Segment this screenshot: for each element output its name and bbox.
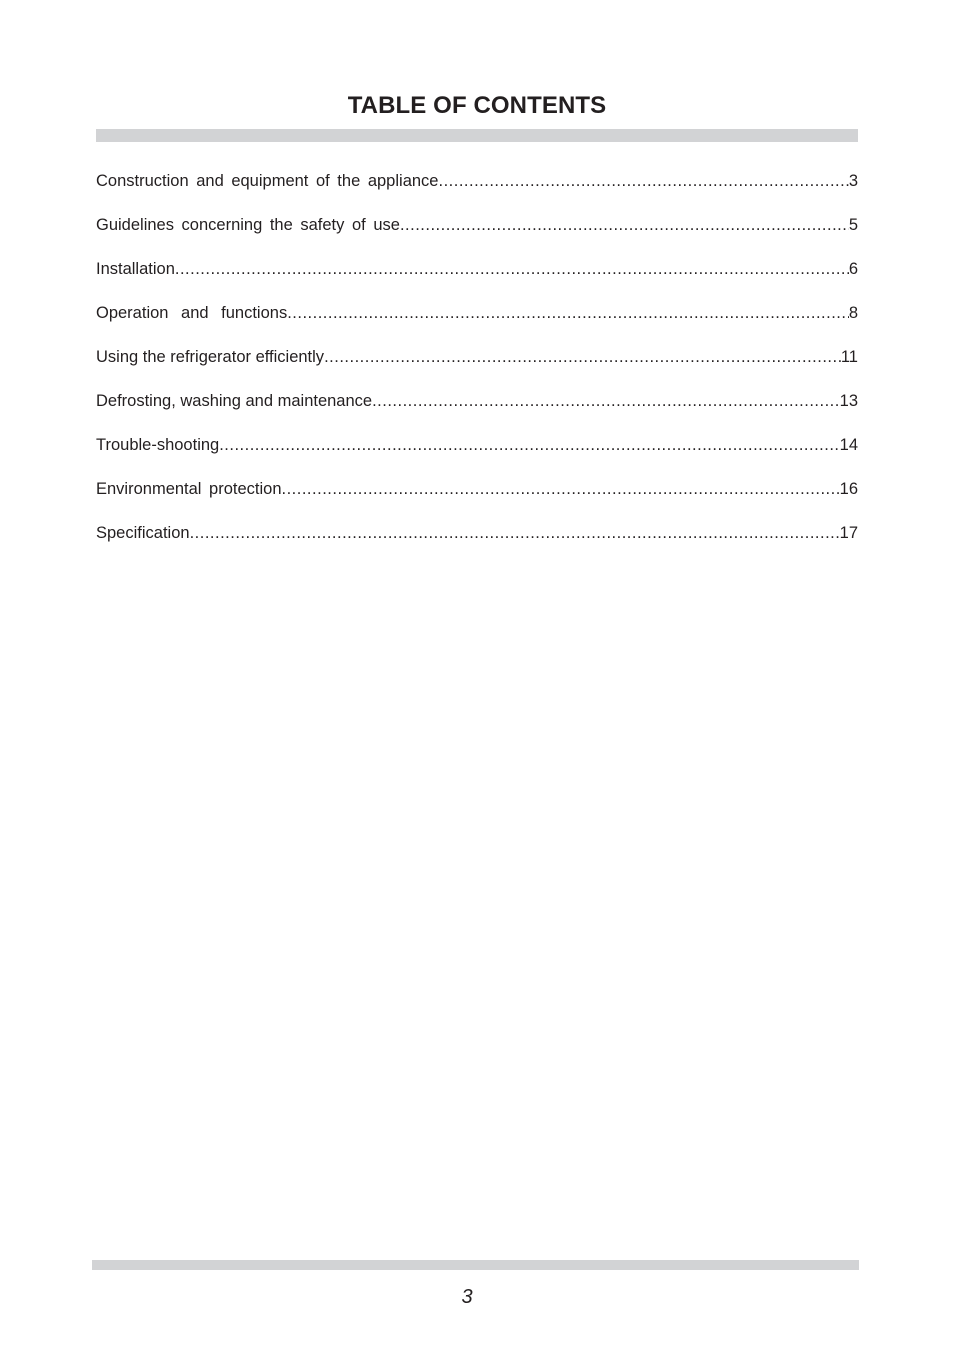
- page-title: TABLE OF CONTENTS: [347, 92, 607, 119]
- toc-entry-title: Environmental protection: [96, 480, 282, 498]
- toc-entry-page: 16: [839, 480, 858, 498]
- footer-divider-bar: [92, 1260, 859, 1270]
- table-of-contents: [96, 170, 858, 566]
- toc-entry-title: Using the refrigerator efficiently: [96, 348, 325, 366]
- toc-entry-environmental[interactable]: [96, 478, 858, 522]
- toc-dot-leader: [175, 258, 849, 280]
- toc-dot-leader: [287, 302, 849, 324]
- toc-entry-title: Construction and equipment of the appliance: [96, 172, 439, 190]
- toc-entry-safety[interactable]: [96, 214, 858, 258]
- toc-dot-leader: [282, 478, 840, 500]
- toc-dot-leader: [372, 390, 840, 412]
- toc-entry-page: 14: [839, 436, 858, 454]
- toc-entry-title: Trouble-shooting: [96, 436, 220, 454]
- toc-entry-page: 17: [839, 524, 858, 542]
- toc-entry-operation[interactable]: [96, 302, 858, 346]
- toc-entry-title: Installation: [96, 260, 175, 278]
- title-divider-bar: [96, 129, 858, 142]
- toc-dot-leader: [219, 434, 839, 456]
- toc-entry-title: Operation and functions: [96, 304, 288, 322]
- toc-entry-page: 11: [840, 348, 858, 366]
- toc-dot-leader: [438, 170, 848, 192]
- toc-dot-leader: [324, 346, 841, 368]
- toc-entry-page: 3: [848, 172, 858, 190]
- toc-entry-title: Guidelines concerning the safety of use: [96, 216, 400, 234]
- toc-entry-title: Defrosting, washing and maintenance: [96, 392, 373, 410]
- toc-entry-page: 5: [848, 216, 858, 234]
- toc-entry-efficiency[interactable]: [96, 346, 858, 390]
- toc-entry-installation[interactable]: [96, 258, 858, 302]
- toc-dot-leader: [190, 522, 840, 544]
- toc-entry-page: 8: [848, 304, 858, 322]
- toc-entry-page: 6: [848, 260, 858, 278]
- toc-entry-defrosting[interactable]: [96, 390, 858, 434]
- toc-entry-trouble-shooting[interactable]: [96, 434, 858, 478]
- toc-entry-specification[interactable]: [96, 522, 858, 566]
- toc-entry-title: Specification: [96, 524, 190, 542]
- page-number: 3: [461, 1286, 473, 1308]
- toc-entry-page: 13: [839, 392, 858, 410]
- toc-dot-leader: [400, 214, 849, 236]
- toc-entry-construction[interactable]: [96, 170, 858, 214]
